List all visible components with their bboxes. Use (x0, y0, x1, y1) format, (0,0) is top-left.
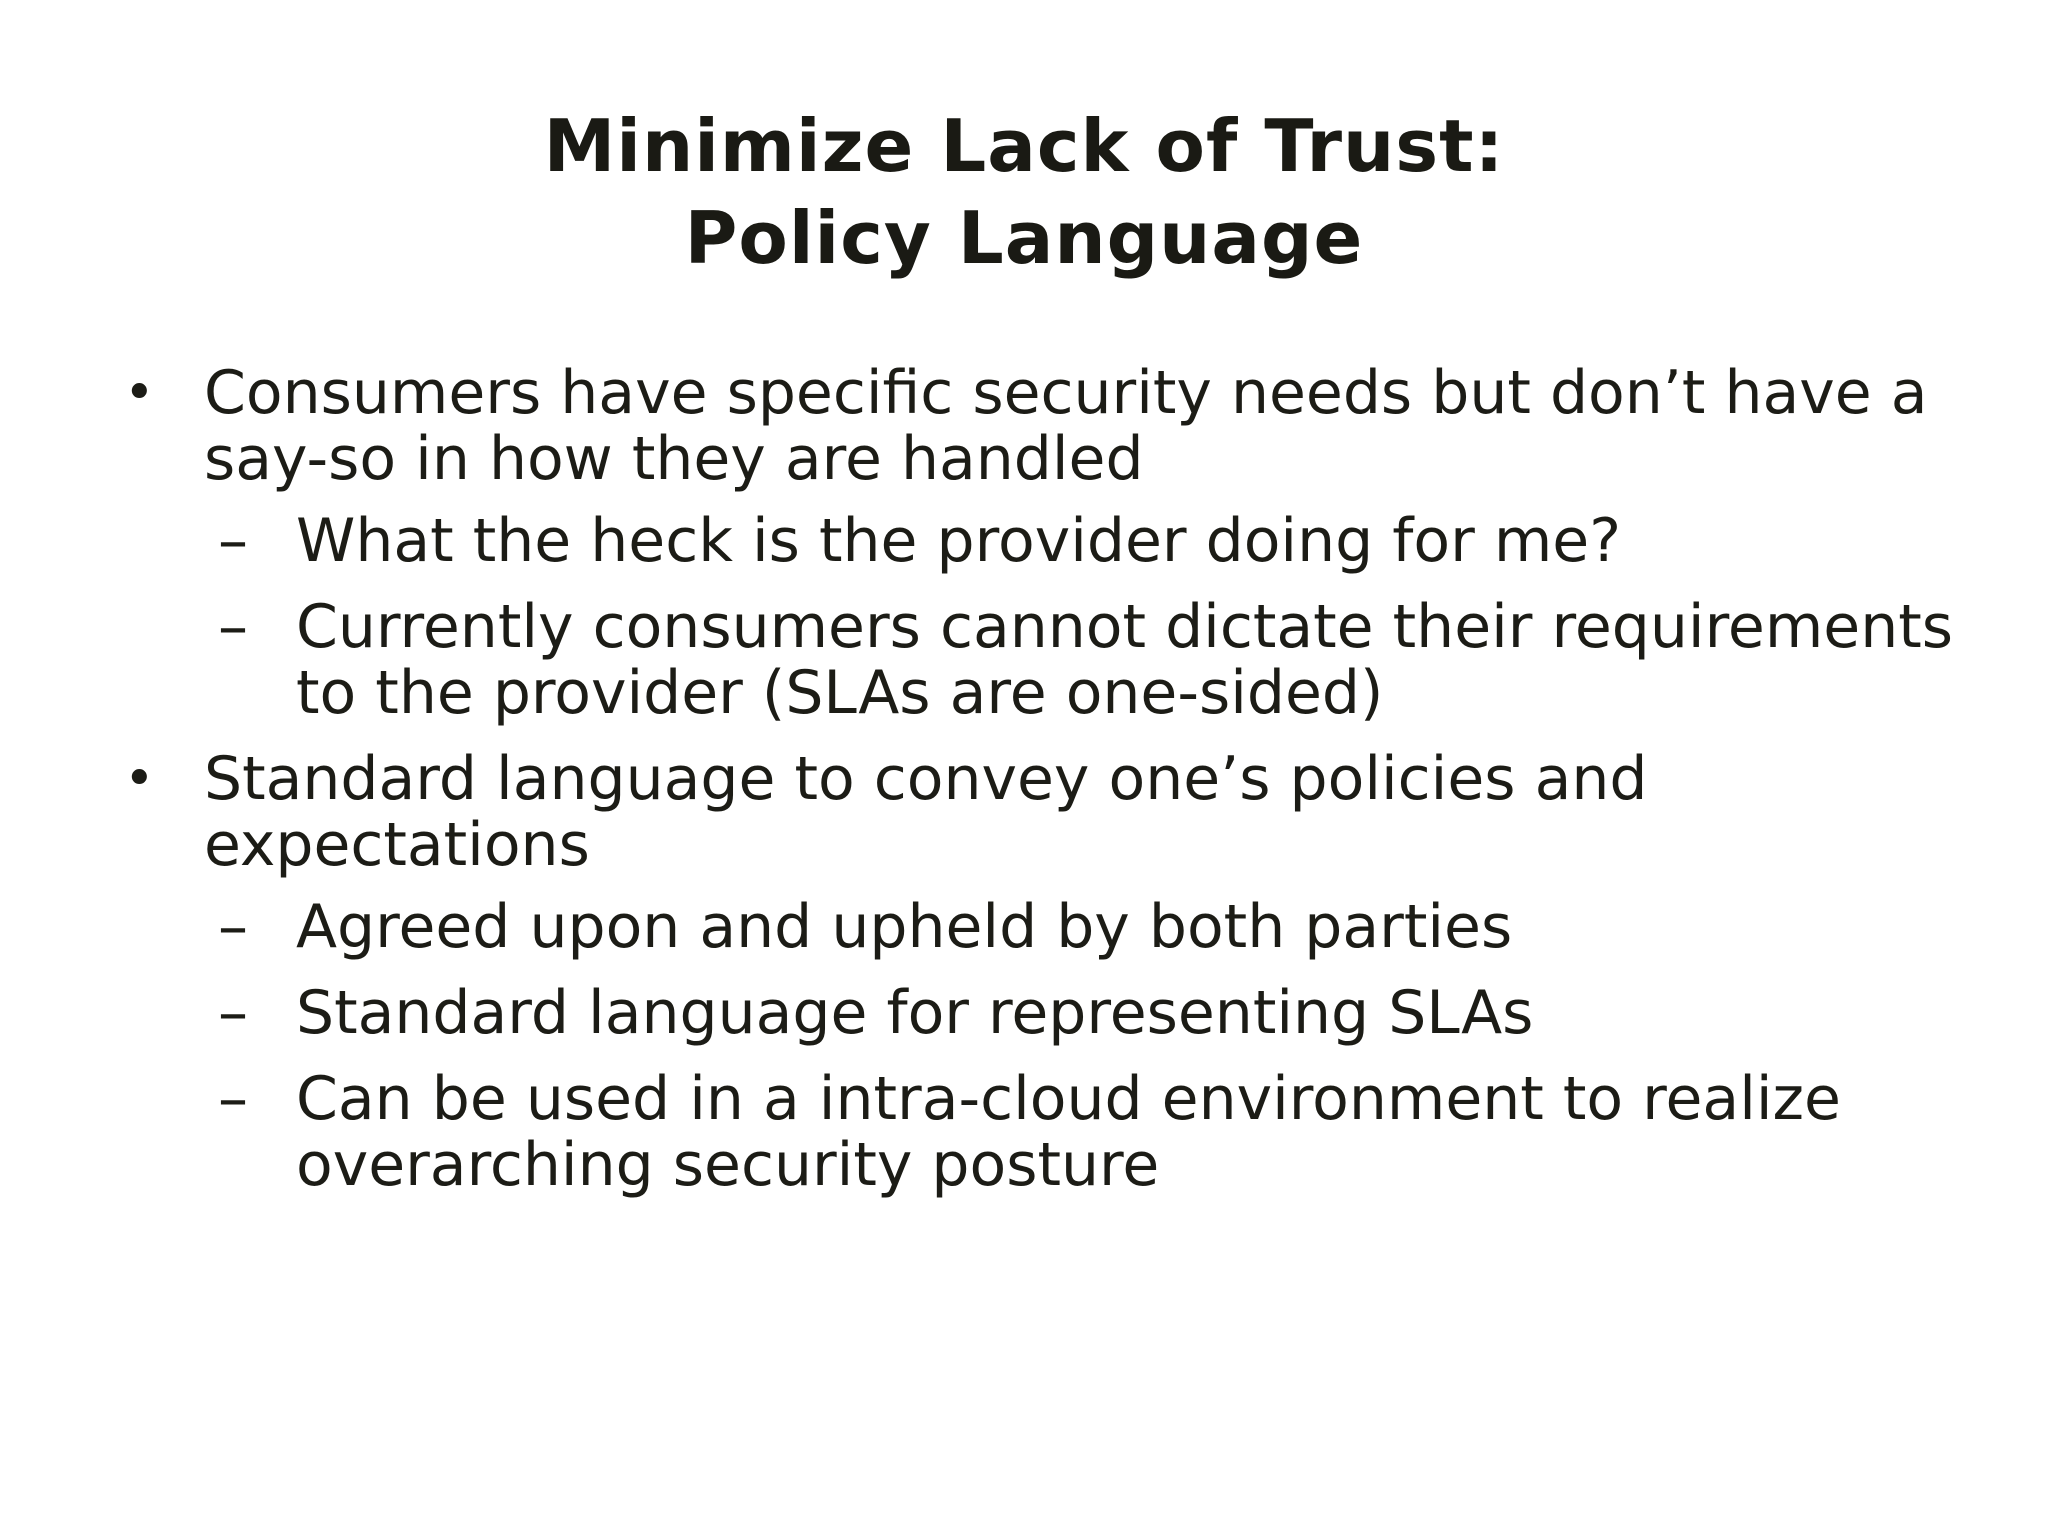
bullet-marker: • (124, 749, 155, 809)
bullet-item (120, 360, 1960, 492)
slide-title (0, 100, 2048, 284)
dash-marker: – (218, 592, 248, 662)
sub-bullet-item (120, 980, 1960, 1046)
dash-marker: – (218, 892, 248, 962)
bullet-marker: • (124, 363, 155, 423)
title-line-2: Policy Language (684, 196, 1364, 280)
sub-bullet-text: Agreed upon and upheld by both parties (296, 892, 1513, 962)
bullet-item (120, 746, 1960, 878)
dash-marker: – (218, 506, 248, 576)
sub-bullet-text: What the heck is the provider doing for me? (296, 506, 1622, 576)
dash-marker: – (218, 978, 248, 1048)
bullet-text: Standard language to convey one’s policies and expectations (204, 744, 1648, 880)
bullet-text: Consumers have specific security needs but don’t have a say-so in how they are handled (204, 358, 1928, 494)
sub-bullet-text: Standard language for representing SLAs (296, 978, 1534, 1048)
sub-bullet-text: Currently consumers cannot dictate their requirements to the provider (SLAs are one-sided) (296, 592, 1954, 728)
sub-bullet-item (120, 508, 1960, 574)
bullet-list (120, 360, 1960, 1218)
sub-bullet-item (120, 594, 1960, 726)
dash-marker: – (218, 1064, 248, 1134)
sub-bullet-item (120, 894, 1960, 960)
sub-bullet-item (120, 1066, 1960, 1198)
sub-bullet-text: Can be used in a intra-cloud environment to realize overarching security posture (296, 1064, 1841, 1200)
title-line-1: Minimize Lack of Trust: (543, 104, 1505, 188)
